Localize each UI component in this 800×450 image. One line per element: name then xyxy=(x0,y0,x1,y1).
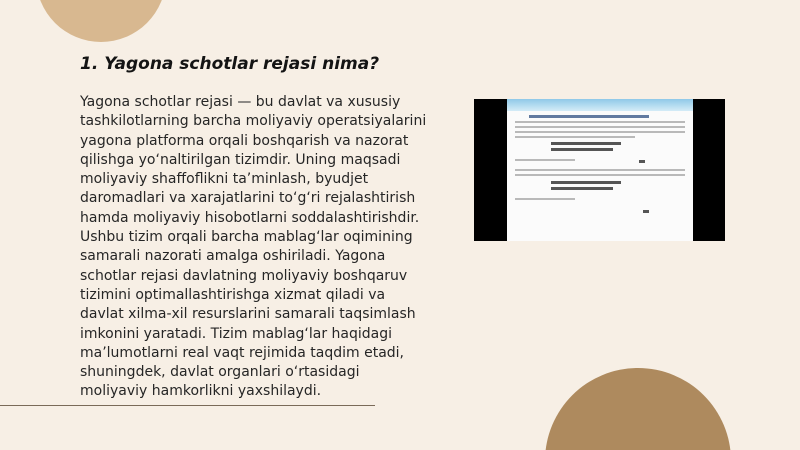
document-heading xyxy=(529,115,649,118)
horizontal-rule xyxy=(0,405,375,406)
document-equation xyxy=(551,142,621,145)
document-header-band xyxy=(507,99,693,111)
document-screenshot-image xyxy=(474,99,725,241)
document-page xyxy=(507,99,693,241)
slide-title: 1. Yagona schotlar rejasi nima? xyxy=(80,54,380,74)
decorative-circle-bottom xyxy=(545,368,731,450)
decorative-circle-top xyxy=(36,0,166,42)
slide-body-text: Yagona schotlar rejasi — bu davlat va xususiy tashkilotlarning barcha moliyaviy operatsiyalarini yagona platforma orqali boshqarish va nazorat qilishga yo‘naltirilgan tizimdir. Uning maqsadi moliyaviy shaffoflikni ta’minlash, byudjet daromadlari va xarajatlarini to‘g‘ri rejalashtirish hamda moliyaviy hisobotlarni soddalashtirishdir. Ushbu tizim orqali barcha mablag‘lar oqimining samarali nazorati amalga oshiriladi. Yagona schotlar rejasi davlatning moliyaviy boshqaruv tizimini optimallashtirishga xizmat qiladi va davlat xilma-xil resurslarini samarali taqsimlash imkonini yaratadi. Tizim mablag‘lar haqidagi ma’lumotlarni real vaqt rejimida taqdim etadi, shuningdek, davlat organlari o‘rtasidagi moliyaviy hamkorlikni yaxshilaydi. xyxy=(80,94,427,400)
